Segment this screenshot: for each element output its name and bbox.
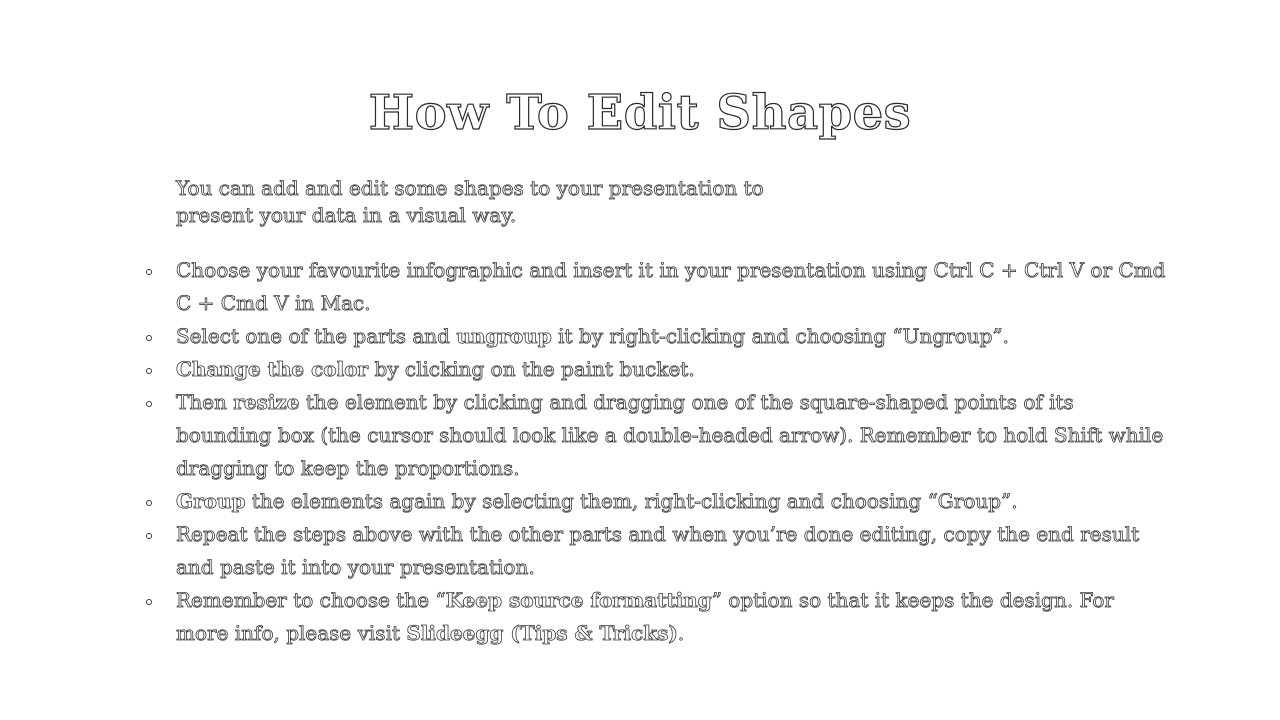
- emphasis-text: Slideegg (Tips & Tricks): [406, 621, 678, 645]
- bullet-icon: [146, 500, 152, 506]
- list-item-text: Remember to choose the “: [176, 588, 446, 612]
- list-item-text: Repeat the steps above with the other parts and when you’re done editing, copy the end result and paste it into your presentation.: [176, 522, 1140, 579]
- bullet-icon: [146, 533, 152, 539]
- bullet-icon: [146, 401, 152, 407]
- bullet-icon: [146, 368, 152, 374]
- list-item-text: by clicking on the paint bucket.: [368, 357, 695, 381]
- emphasis-text: resize: [233, 390, 300, 414]
- bullet-icon: [146, 599, 152, 605]
- list-item-text: Then: [176, 390, 234, 414]
- bullet-icon: [146, 269, 152, 275]
- intro-line-1: You can add and edit some shapes to your presentation to: [176, 176, 764, 200]
- list-item: [176, 320, 1166, 353]
- list-item: [176, 485, 1166, 518]
- list-item-text: Select one of the parts and: [176, 324, 457, 348]
- list-item-text: Choose your favourite infographic and insert it in your presentation using Ctrl C + Ctrl V or Cmd C + Cmd V in Mac.: [176, 258, 1166, 315]
- list-item: [176, 353, 1166, 386]
- list-item-text: the element by clicking and dragging one of the square-shaped points of its bounding box (the cursor should look like a double-headed arrow). Remember to hold Shift while dragging to keep the proportions.: [176, 390, 1164, 480]
- emphasis-text: Change the color: [176, 357, 369, 381]
- list-item-text: .: [677, 621, 685, 645]
- bullet-icon: [146, 335, 152, 341]
- list-item: [176, 386, 1166, 485]
- emphasis-text: Keep source formatting: [445, 588, 712, 612]
- list-item: [176, 254, 1166, 320]
- list-item: [176, 518, 1166, 584]
- emphasis-text: ungroup: [456, 324, 552, 348]
- slide-title: How To Edit Shapes: [368, 85, 912, 141]
- emphasis-text: Group: [176, 489, 246, 513]
- list-item-text: the elements again by selecting them, right-clicking and choosing “Group”.: [245, 489, 1018, 513]
- intro-line-2: present your data in a visual way.: [176, 203, 517, 227]
- list-item: [176, 584, 1166, 650]
- list-item-text: ” option so that it keeps the design. For more info, please visit: [176, 588, 1114, 645]
- instruction-list: [176, 254, 1166, 650]
- list-item-text: it by right-clicking and choosing “Ungroup”.: [551, 324, 1010, 348]
- intro-paragraph: [176, 175, 876, 229]
